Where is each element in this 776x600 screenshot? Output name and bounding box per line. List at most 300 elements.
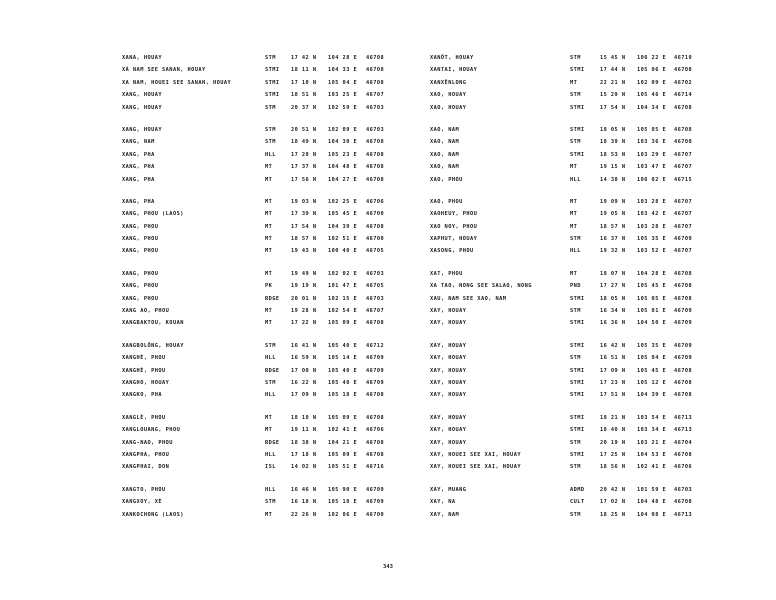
latitude: 18 57 N [600,223,626,230]
map-ref: 46700 [366,211,385,218]
longitude: 105 45 E [637,367,667,374]
latitude: 18 10 N [291,414,317,421]
map-ref: 46708 [366,451,385,458]
place-name: XAO, NAM [430,126,460,133]
feature-type: STM [265,499,276,506]
feature-type: MT [265,427,273,434]
feature-type: STMI [570,126,585,133]
feature-type: STMI [265,67,280,74]
map-ref: 46709 [674,355,693,362]
feature-type: CULT [570,499,585,506]
place-name: XAO, PHOU [430,176,463,183]
latitude: 18 21 N [600,414,626,421]
place-name: XAO, HOUAY [430,92,467,99]
place-name: XANG, PHOU [122,236,159,243]
place-name: XAY, HOUAY [430,367,467,374]
latitude: 15 29 N [600,92,626,99]
longitude: 103 21 E [637,439,667,446]
feature-type: HLL [570,248,581,255]
latitude: 17 44 N [600,67,626,74]
map-ref: 46708 [674,295,693,302]
feature-type: STM [265,139,276,146]
map-ref: 46708 [674,104,693,111]
latitude: 18 05 N [600,126,626,133]
place-name: XAU, NAM SEE XAO, NAM [430,295,507,302]
map-ref: 46703 [366,126,385,133]
latitude: 17 23 N [600,379,626,386]
longitude: 102 02 E [328,270,358,277]
map-ref: 46708 [366,439,385,446]
longitude: 103 36 E [637,139,667,146]
map-ref: 46707 [674,198,693,205]
longitude: 104 34 E [637,104,667,111]
map-ref: 46708 [674,270,693,277]
page-number: 343 [383,564,393,570]
latitude: 14 38 N [600,176,626,183]
latitude: 19 32 N [600,248,626,255]
feature-type: MT [570,223,578,230]
feature-type: STM [265,55,276,61]
latitude: 17 42 N [291,55,317,61]
place-name: XANGBAKTOU, KOUAN [122,320,184,327]
map-ref: 46703 [674,486,693,493]
feature-type: STM [570,92,581,99]
map-ref: 46706 [674,464,693,471]
latitude: 18 39 N [600,139,626,146]
latitude: 19 03 N [291,198,317,205]
map-ref: 46700 [366,236,385,243]
latitude: 17 18 N [291,451,317,458]
map-ref: 46708 [366,79,385,86]
map-ref: 46709 [366,379,385,386]
latitude: 18 07 N [600,270,626,277]
map-ref: 46708 [674,367,693,374]
map-ref: 46703 [366,270,385,277]
place-name: XANG, PHOU (LAOS) [122,211,184,218]
place-name: XAY, HOUEI SEE XAI, HOUAY [430,451,521,458]
longitude: 103 42 E [637,211,667,218]
map-ref: 46708 [366,67,385,74]
longitude: 104 39 E [637,392,667,399]
place-name: XAY, HOUEI SEE XAI, HOUAY [430,464,521,471]
place-name: XAY, HOUAY [430,379,467,386]
place-name: XANG-NAO, PHOU [122,439,173,446]
map-ref: 46715 [674,176,693,183]
longitude: 102 54 E [328,308,358,315]
latitude: 14 02 N [291,464,317,471]
place-name: XANGLOUANG, PHOU [122,427,181,434]
latitude: 22 26 N [291,511,317,518]
latitude: 18 11 N [291,67,317,74]
longitude: 105 09 E [328,451,358,458]
place-name: XAY, HOUAY [430,355,467,362]
place-name: XAO, PHOU [430,198,463,205]
longitude: 106 22 E [637,55,667,61]
map-ref: 46707 [674,151,693,158]
longitude: 105 35 E [637,236,667,243]
latitude: 19 19 N [291,283,317,290]
place-name: XAO, HOUAY [430,104,467,111]
place-name: XASONG, PHOU [430,248,474,255]
longitude: 105 12 E [637,379,667,386]
place-name: XANGPHA, PHOU [122,451,170,458]
map-ref: 46713 [674,414,693,421]
feature-type: STMI [570,379,585,386]
map-ref: 46703 [366,295,385,302]
place-name: XAOHEUY, PHOU [430,211,478,218]
map-ref: 46707 [674,164,693,171]
longitude: 102 25 E [328,198,358,205]
longitude: 103 54 E [637,414,667,421]
map-ref: 46708 [366,223,385,230]
place-name: XAO, NAM [430,151,460,158]
feature-type: MT [265,211,273,218]
feature-type: ADMD [570,486,585,493]
place-name: XANG, PHA [122,176,155,183]
latitude: 17 22 N [291,320,317,327]
map-ref: 46706 [366,427,385,434]
longitude: 105 04 E [637,355,667,362]
map-ref: 46716 [366,464,385,471]
place-name: XANG, PHA [122,151,155,158]
place-name: XANGHO, HOUAY [122,379,170,386]
place-name: XÀ NAM SEE SANAN, HOUAY [122,67,206,74]
map-ref: 46708 [366,164,385,171]
place-name: XAY, HOUAY [430,439,467,446]
latitude: 17 02 N [600,499,626,506]
latitude: 19 15 N [600,164,626,171]
map-ref: 46708 [674,67,693,74]
feature-type: STM [265,126,276,133]
longitude: 101 47 E [328,283,358,290]
latitude: 19 43 N [291,248,317,255]
longitude: 105 23 E [328,151,358,158]
feature-type: STMI [570,295,585,302]
place-name: XANGHÈ, PHOU [122,367,166,374]
longitude: 105 45 E [637,283,667,290]
latitude: 16 42 N [600,342,626,349]
feature-type: STM [265,379,276,386]
longitude: 102 15 E [328,295,358,302]
feature-type: STMI [570,320,585,327]
map-ref: 46707 [674,211,693,218]
map-ref: 46709 [674,236,693,243]
map-ref: 46707 [674,223,693,230]
feature-type: MT [570,270,578,277]
longitude: 104 30 E [328,139,358,146]
latitude: 20 19 N [600,439,626,446]
latitude: 16 34 N [600,308,626,315]
feature-type: STM [570,439,581,446]
latitude: 16 22 N [291,379,317,386]
feature-type: STMI [265,79,280,86]
feature-type: STM [570,355,581,362]
place-name: XANG, PHOU [122,283,159,290]
feature-type: STM [570,511,581,518]
feature-type: RDGE [265,439,280,446]
place-name: XAPHUT, HOUAY [430,236,478,243]
latitude: 18 40 N [600,427,626,434]
map-ref: 46708 [674,379,693,386]
map-ref: 46709 [366,367,385,374]
longitude: 103 29 E [637,151,667,158]
longitude: 104 50 E [637,320,667,327]
feature-type: MT [265,320,273,327]
longitude: 105 09 E [328,320,358,327]
place-name: XAY, HOUAY [430,308,467,315]
map-ref: 46709 [366,486,385,493]
longitude: 103 25 E [328,92,358,99]
latitude: 19 05 N [600,211,626,218]
feature-type: MT [265,511,273,518]
latitude: 20 37 N [291,104,317,111]
longitude: 102 41 E [328,427,358,434]
longitude: 105 90 E [328,486,358,493]
feature-type: MT [570,198,578,205]
place-name: XANG, PHOU [122,248,159,255]
longitude: 104 28 E [328,55,358,61]
longitude: 105 01 E [637,308,667,315]
feature-type: HLL [265,355,276,362]
map-ref: 46709 [366,499,385,506]
latitude: 22 21 N [600,79,626,86]
longitude: 104 48 E [637,499,667,506]
latitude: 18 53 N [600,151,626,158]
latitude: 17 10 N [291,79,317,86]
latitude: 18 25 N [600,511,626,518]
feature-type: MT [265,236,273,243]
latitude: 16 51 N [600,355,626,362]
place-name: XANGXOY, XÈ [122,499,163,506]
map-ref: 46706 [366,198,385,205]
latitude: 16 36 N [600,320,626,327]
map-ref: 46700 [674,139,693,146]
map-ref: 46709 [366,355,385,362]
feature-type: HLL [570,176,581,183]
longitude: 104 33 E [328,67,358,74]
map-ref: 46708 [674,451,693,458]
map-ref: 46708 [366,176,385,183]
map-ref: 46705 [366,283,385,290]
latitude: 16 18 N [291,499,317,506]
map-ref: 46708 [674,126,693,133]
latitude: 17 09 N [600,367,626,374]
map-ref: 46708 [366,55,385,61]
place-name: XANGTO, PHOU [122,486,166,493]
longitude: 104 48 E [328,164,358,171]
feature-type: PK [265,283,273,290]
feature-type: STMI [265,92,280,99]
longitude: 103 28 E [637,223,667,230]
longitude: 105 40 E [328,367,358,374]
place-name: XAY, HOUAY [430,342,467,349]
feature-type: MT [265,223,273,230]
feature-type: STMI [570,151,585,158]
feature-type: MT [570,164,578,171]
longitude: 103 34 E [637,427,667,434]
place-name: XANGLÈ, PHOU [122,414,166,421]
place-name: XAY, HOUAY [430,427,467,434]
place-name: XANG, HOUAY [122,104,163,111]
latitude: 17 00 N [291,367,317,374]
feature-type: STM [570,236,581,243]
longitude: 106 02 E [637,176,667,183]
place-name: XANA, HOUAY [122,55,163,61]
map-ref: 46713 [674,511,693,518]
longitude: 102 09 E [328,126,358,133]
latitude: 17 54 N [600,104,626,111]
feature-type: STM [570,139,581,146]
longitude: 104 08 E [637,511,667,518]
place-name: XANÔT, HOUAY [430,55,474,61]
map-ref: 46708 [674,499,693,506]
feature-type: STMI [570,367,585,374]
feature-type: HLL [265,451,276,458]
place-name: XA NAM, HOUEI SEE SANAN, HOUAY [122,79,232,86]
map-ref: 46709 [674,342,693,349]
latitude: 19 11 N [291,427,317,434]
feature-type: MT [570,211,578,218]
longitude: 105 06 E [637,67,667,74]
latitude: 20 51 N [291,126,317,133]
map-ref: 46707 [366,308,385,315]
longitude: 105 05 E [637,126,667,133]
feature-type: STM [265,104,276,111]
map-ref: 46714 [674,92,693,99]
place-name: XANG, PHA [122,164,155,171]
place-name: XANG, NAM [122,139,155,146]
place-name: XAT, PHOU [430,270,463,277]
longitude: 105 40 E [328,379,358,386]
map-ref: 46708 [674,283,693,290]
latitude: 17 27 N [600,283,626,290]
place-name: XANGKO, PHA [122,392,163,399]
map-ref: 46708 [674,392,693,399]
place-name: XANG, HOUAY [122,92,163,99]
feature-type: STM [265,342,276,349]
latitude: 17 51 N [600,392,626,399]
feature-type: HLL [265,392,276,399]
feature-type: STM [570,308,581,315]
feature-type: MT [265,270,273,277]
map-ref: 46707 [674,248,693,255]
longitude: 100 40 E [328,248,358,255]
longitude: 103 52 E [637,248,667,255]
latitude: 17 20 N [291,151,317,158]
latitude: 18 57 N [291,236,317,243]
longitude: 102 09 E [637,79,667,86]
map-ref: 46708 [366,414,385,421]
longitude: 105 51 E [328,464,358,471]
longitude: 105 18 E [328,499,358,506]
map-ref: 46712 [366,342,385,349]
place-name: XAY, MUANG [430,486,467,493]
latitude: 16 41 N [291,342,317,349]
longitude: 105 09 E [328,414,358,421]
place-name: XANXÊNLONG [430,79,467,86]
place-name: XAY, HOUAY [430,414,467,421]
place-name: XANG, HOUAY [122,126,163,133]
place-name: XAO, NAM [430,164,460,171]
latitude: 19 28 N [291,308,317,315]
feature-type: HLL [265,151,276,158]
map-ref: 46707 [366,92,385,99]
latitude: 17 09 N [291,392,317,399]
longitude: 105 14 E [328,355,358,362]
latitude: 16 46 N [291,486,317,493]
latitude: 18 51 N [291,92,317,99]
feature-type: STMI [570,67,585,74]
feature-type: MT [570,79,578,86]
longitude: 105 35 E [637,342,667,349]
place-name: XAY, HOUAY [430,392,467,399]
place-name: XANG, PHA [122,198,155,205]
feature-type: MT [265,414,273,421]
longitude: 105 40 E [328,342,358,349]
longitude: 104 21 E [328,439,358,446]
place-name: XANGPHAI, DON [122,464,170,471]
longitude: 103 28 E [637,198,667,205]
longitude: 104 39 E [328,223,358,230]
feature-type: STMI [570,414,585,421]
longitude: 102 59 E [328,104,358,111]
longitude: 103 47 E [637,164,667,171]
place-name: XAO NOY, PHOU [430,223,478,230]
place-name: XAY, NA [430,499,456,506]
map-ref: 46709 [674,308,693,315]
feature-type: MT [265,198,273,205]
place-name: XAY, HOUAY [430,320,467,327]
longitude: 104 28 E [637,270,667,277]
map-ref: 46704 [674,439,693,446]
longitude: 101 59 E [637,486,667,493]
place-name: XANGBOLÔNG, HOUAY [122,342,184,349]
feature-type: MT [265,164,273,171]
map-ref: 46709 [674,320,693,327]
longitude: 104 53 E [637,451,667,458]
map-ref: 46705 [366,248,385,255]
latitude: 19 09 N [600,198,626,205]
place-name: XAO, NAM [430,139,460,146]
place-name: XANG AO, PHOU [122,308,170,315]
longitude: 102 41 E [637,464,667,471]
map-ref: 46702 [674,79,693,86]
latitude: 19 49 N [291,270,317,277]
feature-type: RDGE [265,295,280,302]
latitude: 16 59 N [291,355,317,362]
place-name: XANKOCHONG (LAOS) [122,511,184,518]
longitude: 105 05 E [637,295,667,302]
latitude: 17 54 N [291,223,317,230]
feature-type: RDGE [265,367,280,374]
place-name: XA TAO, NONG SEE SALAO, NONG [430,283,532,290]
map-ref: 46708 [366,320,385,327]
map-ref: 46700 [366,511,385,518]
feature-type: ISL [265,464,276,471]
feature-type: STMI [570,104,585,111]
feature-type: STMI [570,427,585,434]
latitude: 17 39 N [291,211,317,218]
feature-type: HLL [265,486,276,493]
latitude: 17 37 N [291,164,317,171]
latitude: 16 37 N [600,236,626,243]
latitude: 17 25 N [600,451,626,458]
map-ref: 46708 [366,151,385,158]
map-ref: 46708 [366,139,385,146]
place-name: XAY, NAM [430,511,460,518]
latitude: 18 05 N [600,295,626,302]
longitude: 104 27 E [328,176,358,183]
